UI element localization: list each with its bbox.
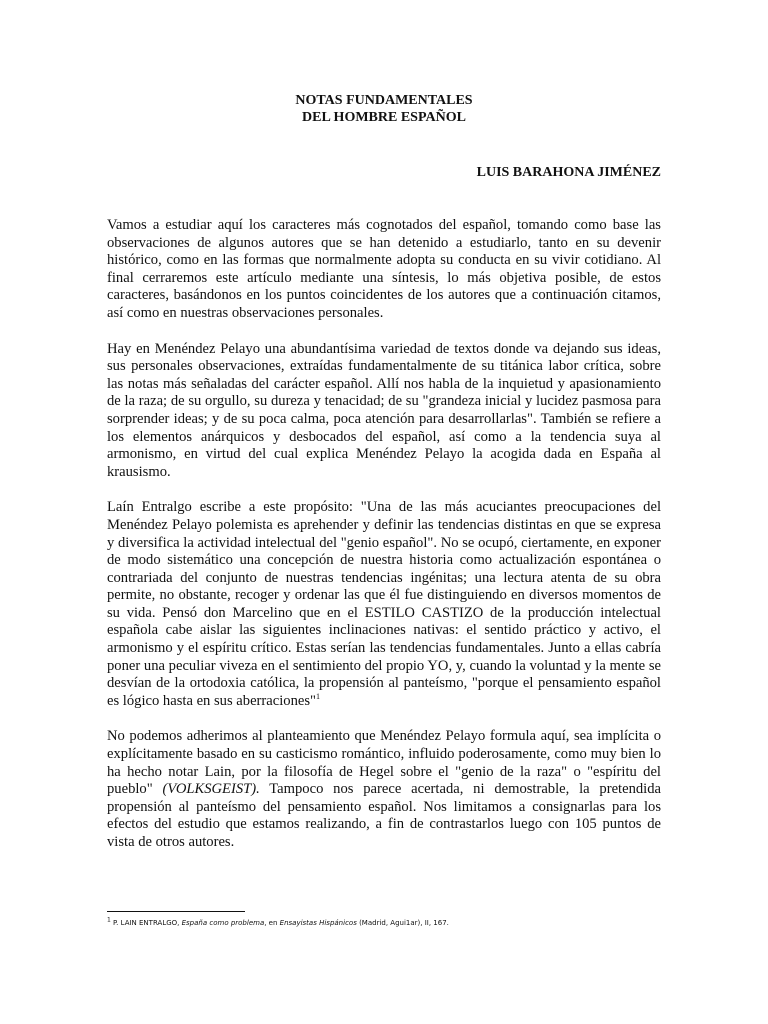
paragraph-4-text-a: No podemos adherimos al planteamiento que Menéndez Pelayo formula aquí, sea implícita o explícitamente basado en su casticismo romántico, influido poderosamente, como muy bien lo ha hecho notar Lain, por la filosofía de Hegel sobre el "genio de la raza" o "espíritu del pueblo" — [107, 728, 661, 798]
footnote-reference[interactable]: 1 — [315, 691, 320, 701]
footnote-text-b: , en — [264, 919, 280, 927]
document-body — [107, 92, 661, 852]
paragraph-3 — [107, 499, 661, 710]
title-line-2: DEL HOMBRE ESPAÑOL — [302, 110, 466, 125]
footnote-text-c: (Madrid, Agui1ar), II, 167. — [356, 919, 449, 927]
paragraph-4-italic-term: (VOLKSGEIST). — [162, 781, 260, 798]
footnote-divider — [107, 911, 245, 912]
paragraph-2: Hay en Menéndez Pelayo una abundantísima variedad de textos donde va dejando sus ideas, sus personales observaciones, extraídas fundamentalmente de su titánica labor crítica, sobre las notas más señaladas del carácter español. Allí nos habla de la inquietud y apasionamiento de la raza; de su orgullo, su dureza y tenacidad; de su "grandeza inicial y lucidez pasmosa para sorprender ideas; y de su poca calma, poca atención para desarrollarlas". También se refiere a los elementos anárquicos y desbocados del español, así como a la tendencia suya al armonismo, en virtud del cual explica Menéndez Pelayo la acogida dada en España al krausismo. — [107, 340, 661, 480]
footnote-italic-a: España como problema — [181, 919, 265, 927]
title-line-1: NOTAS FUNDAMENTALES — [295, 93, 473, 108]
paragraph-4 — [107, 728, 661, 851]
footnote-text-a: P. LAIN ENTRALGO, — [110, 919, 182, 927]
paragraph-4-text-b: Tampoco nos parece acertada, ni demostrable, la pretendida propensión al panteísmo del pensamiento español. Nos limitamos a consignarlas para los efectos del estudio que estamos realizando, a fin de contrastarlos luego con 105 puntos de vista de otros autores. — [107, 781, 662, 850]
paragraph-3-text: Laín Entralgo escribe a este propósito: "Una de las más acuciantes preocupaciones del Menéndez Pelayo polemista es aprehender y definir las tendencias distintas en que se expresa y diversifica la actividad intelectual del "genio español". No se ocupó, ciertamente, en exponer de modo sistemático una concepción de nuestra historia como actualización espontánea o contrariada del conjunto de nuestras tendencias ingénitas; una lectura atenta de su obra permite, no obstante, recoger y ordenar las que él fue distinguiendo en diversos momentos de su vida. Pensó don Marcelino que en el ESTILO CASTIZO de la producción intelectual española cabe aislar las siguientes inclinaciones nativas: el sentido práctico y activo, el armonismo y el espíritu crítico. Estas serían las tendencias fundamentales. Junto a ellas cabría poner una peculiar viveza en el sentimiento del propio YO, y, cuando la voluntad y la mente se desvían de la ortodoxia católica, la propensión al panteísmo, "porque el pensamiento español es lógico hasta en sus aberraciones" — [107, 499, 661, 709]
footnote-number: 1 — [107, 916, 111, 924]
paragraph-1: Vamos a estudiar aquí los caracteres más cognotados del español, tomando como base las observaciones de algunos autores que se han detenido a estudiarlo, tanto en su devenir histórico, como en las formas que normalmente adopta su conducta en su vivir cotidiano. Al final cerraremos este artículo mediante una síntesis, lo más objetiva posible, de estos caracteres, basándonos en los puntos coincidentes de los autores que a continuación citamos, así como en nuestras observaciones personales. — [107, 217, 661, 321]
footnote-italic-b: Ensayistas Hispánicos — [279, 919, 357, 927]
author-name: LUIS BARAHONA JIMÉNEZ — [476, 165, 661, 180]
footnote — [107, 918, 667, 928]
